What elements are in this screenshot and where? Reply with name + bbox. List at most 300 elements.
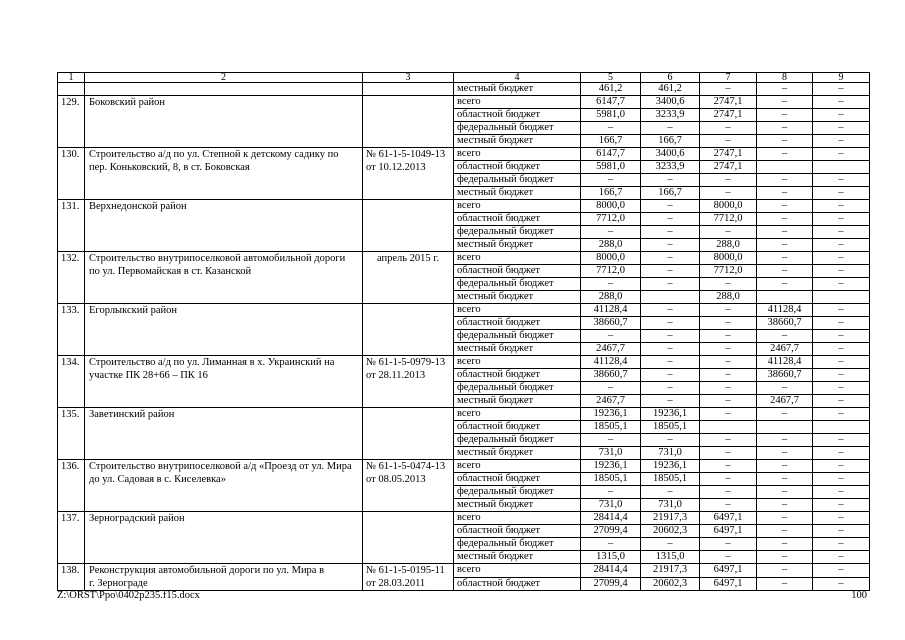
budget-type: областной бюджет [454,421,581,434]
value-cell: 38660,7 [757,317,813,330]
row-name [85,564,363,591]
table-row [58,356,870,369]
value-cell: 3400,6 [641,148,700,161]
value-cell: – [641,122,700,135]
value-cell: – [700,460,757,473]
row-document-line: № 61-1-5-0195-11 [366,565,445,576]
value-cell [813,291,870,304]
value-cell: – [813,356,870,369]
value-cell: – [757,213,813,226]
row-name [85,96,363,148]
value-cell: – [813,83,870,96]
row-name-line: Боковский район [89,97,166,108]
budget-type: местный бюджет [454,135,581,148]
value-cell: – [813,460,870,473]
budget-type: областной бюджет [454,525,581,538]
row-name-line: Зерноградский район [89,513,185,524]
value-cell: 166,7 [581,187,641,200]
value-cell: – [641,265,700,278]
column-number-header: 4 [454,73,581,83]
value-cell: – [813,226,870,239]
value-cell: – [700,369,757,382]
value-cell [813,161,870,174]
value-cell: – [813,512,870,525]
value-cell: – [581,382,641,395]
row-name [85,512,363,564]
table-row [58,460,870,473]
row-name-line: по ул. Первомайская в ст. Казанской [89,266,252,277]
value-cell: – [700,382,757,395]
value-cell: 2747,1 [700,96,757,109]
value-cell [641,291,700,304]
table-body [58,83,870,591]
value-cell: 461,2 [581,83,641,96]
row-name-line: г. Зернограде [89,578,148,589]
row-document-line: от 28.03.2011 [366,578,426,589]
value-cell: – [813,252,870,265]
value-cell: – [581,174,641,187]
row-number: 132. [58,252,85,304]
value-cell: 21917,3 [641,512,700,525]
value-cell: – [757,551,813,564]
row-document-line: от 10.12.2013 [366,162,426,173]
column-number-header: 9 [813,73,870,83]
value-cell: – [700,408,757,421]
value-cell: – [757,122,813,135]
budget-type: местный бюджет [454,187,581,200]
value-cell: – [581,434,641,447]
value-cell: 2467,7 [757,343,813,356]
row-document [363,564,454,591]
value-cell: – [813,135,870,148]
value-cell: – [813,538,870,551]
value-cell: 1315,0 [581,551,641,564]
value-cell: – [813,447,870,460]
value-cell: – [757,577,813,591]
budget-type: областной бюджет [454,473,581,486]
value-cell: – [813,486,870,499]
table-row [58,512,870,525]
value-cell: 7712,0 [581,213,641,226]
budget-type: местный бюджет [454,291,581,304]
value-cell: – [813,122,870,135]
row-name-line: Егорлыкский район [89,305,177,316]
value-cell: 6497,1 [700,525,757,538]
value-cell [813,421,870,434]
row-name-line: Строительство внутрипоселковой автомобильной дороги [89,253,346,264]
value-cell: 7712,0 [581,265,641,278]
row-document [363,304,454,356]
value-cell: – [813,395,870,408]
row-name-line: участке ПК 28+66 – ПК 16 [89,370,208,381]
value-cell: – [641,317,700,330]
value-cell: 288,0 [581,239,641,252]
value-cell: 18505,1 [581,421,641,434]
row-number: 135. [58,408,85,460]
value-cell: 8000,0 [700,252,757,265]
value-cell: – [641,382,700,395]
row-document-line: от 28.11.2013 [366,370,426,381]
budget-type: федеральный бюджет [454,382,581,395]
value-cell: 20602,3 [641,577,700,591]
value-cell: – [581,486,641,499]
budget-type: местный бюджет [454,343,581,356]
table-row [58,96,870,109]
value-cell: – [757,278,813,291]
value-cell: 288,0 [700,239,757,252]
value-cell: – [813,278,870,291]
row-name-line: Верхнедонской район [89,201,187,212]
budget-type: областной бюджет [454,161,581,174]
row-name [85,252,363,304]
value-cell: – [700,343,757,356]
value-cell: 41128,4 [581,304,641,317]
budget-type: областной бюджет [454,213,581,226]
value-cell: – [813,239,870,252]
value-cell: – [581,226,641,239]
budget-type: местный бюджет [454,447,581,460]
value-cell [700,421,757,434]
value-cell [757,291,813,304]
value-cell: – [700,83,757,96]
value-cell: – [813,408,870,421]
budget-type: областной бюджет [454,577,581,591]
budget-type: всего [454,200,581,213]
budget-type: всего [454,148,581,161]
value-cell: – [641,278,700,291]
budget-type: всего [454,304,581,317]
row-name [85,460,363,512]
budget-type: федеральный бюджет [454,122,581,135]
value-cell: 3233,9 [641,109,700,122]
row-name-line: пер. Коньковский, 8, в ст. Боковская [89,162,250,173]
value-cell: – [641,356,700,369]
value-cell: – [757,473,813,486]
value-cell: 7712,0 [700,265,757,278]
value-cell: 2747,1 [700,148,757,161]
value-cell: – [757,408,813,421]
value-cell: – [813,525,870,538]
column-number-header: 6 [641,73,700,83]
value-cell: 2467,7 [757,395,813,408]
row-document [363,356,454,408]
row-number: 131. [58,200,85,252]
budget-type: местный бюджет [454,83,581,96]
budget-type: федеральный бюджет [454,434,581,447]
value-cell: 1315,0 [641,551,700,564]
value-cell: – [641,538,700,551]
row-document-line: № 61-1-5-1049-13 [366,149,446,160]
value-cell: – [700,473,757,486]
column-number-header: 3 [363,73,454,83]
value-cell: 6147,7 [581,96,641,109]
value-cell: – [813,577,870,591]
value-cell: – [757,200,813,213]
value-cell: – [581,278,641,291]
value-cell: – [813,564,870,578]
value-cell: 3400,6 [641,96,700,109]
value-cell: – [757,174,813,187]
budget-type: областной бюджет [454,265,581,278]
budget-type: федеральный бюджет [454,226,581,239]
table-row [58,83,870,96]
value-cell: – [700,395,757,408]
value-cell: – [757,148,813,161]
value-cell: – [700,122,757,135]
value-cell: 18505,1 [641,473,700,486]
value-cell: – [757,486,813,499]
value-cell: 461,2 [641,83,700,96]
table-row [58,408,870,421]
row-number: 137. [58,512,85,564]
value-cell: – [700,486,757,499]
value-cell: 18505,1 [641,421,700,434]
value-cell: – [700,304,757,317]
value-cell: – [641,226,700,239]
value-cell: – [700,499,757,512]
row-number: 136. [58,460,85,512]
value-cell: 8000,0 [581,200,641,213]
value-cell: 20602,3 [641,525,700,538]
value-cell: – [813,343,870,356]
row-document-line: № 61-1-5-0474-13 [366,461,446,472]
value-cell: – [641,343,700,356]
value-cell: – [700,447,757,460]
value-cell: 166,7 [581,135,641,148]
value-cell: – [757,252,813,265]
row-document-line: от 08.05.2013 [366,474,426,485]
value-cell [757,161,813,174]
value-cell: 21917,3 [641,564,700,578]
value-cell: – [757,564,813,578]
budget-type: федеральный бюджет [454,278,581,291]
value-cell [757,421,813,434]
value-cell: 8000,0 [581,252,641,265]
budget-type: федеральный бюджет [454,330,581,343]
value-cell: 28414,4 [581,564,641,578]
value-cell: – [641,200,700,213]
value-cell: – [757,499,813,512]
budget-table [57,72,870,591]
value-cell: – [700,356,757,369]
budget-type: всего [454,512,581,525]
value-cell: 731,0 [581,499,641,512]
row-name-line: Реконструкция автомобильной дороги по ул. Мира в [89,565,325,576]
value-cell: – [757,382,813,395]
row-name [85,200,363,252]
page-number: 100 [851,590,867,601]
value-cell: 166,7 [641,135,700,148]
value-cell: 7712,0 [700,213,757,226]
value-cell: – [757,434,813,447]
row-document [363,200,454,252]
value-cell: 166,7 [641,187,700,200]
budget-type: федеральный бюджет [454,174,581,187]
value-cell: 28414,4 [581,512,641,525]
value-cell: – [700,330,757,343]
table-row [58,148,870,161]
value-cell: – [813,213,870,226]
row-name [85,408,363,460]
column-number-header: 5 [581,73,641,83]
row-document [363,148,454,200]
value-cell: – [757,265,813,278]
value-cell: – [757,447,813,460]
value-cell: 2747,1 [700,109,757,122]
row-name [85,304,363,356]
row-number: 129. [58,96,85,148]
value-cell: – [757,239,813,252]
value-cell: – [757,525,813,538]
value-cell: 19236,1 [581,460,641,473]
value-cell: 731,0 [641,499,700,512]
value-cell: 19236,1 [641,408,700,421]
value-cell: 731,0 [641,447,700,460]
value-cell: – [700,226,757,239]
value-cell: – [757,226,813,239]
table-row [58,564,870,578]
row-number: 130. [58,148,85,200]
row-document [363,83,454,96]
row-number: 134. [58,356,85,408]
value-cell: 3233,9 [641,161,700,174]
table-header [58,73,870,83]
value-cell: – [813,96,870,109]
value-cell: – [641,304,700,317]
table-row [58,200,870,213]
value-cell: 6497,1 [700,577,757,591]
value-cell: – [641,239,700,252]
value-cell: – [757,187,813,200]
row-name-line: Заветинский район [89,409,175,420]
value-cell: 19236,1 [641,460,700,473]
value-cell: 41128,4 [581,356,641,369]
value-cell: – [700,551,757,564]
value-cell: 2467,7 [581,395,641,408]
row-name-line: Строительство а/д по ул. Лиманная в х. Украинский на [89,357,335,368]
value-cell: – [757,96,813,109]
value-cell: – [700,317,757,330]
value-cell: – [757,538,813,551]
value-cell: 19236,1 [581,408,641,421]
value-cell: – [641,252,700,265]
value-cell: – [813,434,870,447]
value-cell: – [757,109,813,122]
row-name-line: до ул. Садовая в с. Киселевка» [89,474,226,485]
row-document-line: апрель 2015 г. [376,253,440,264]
budget-type: федеральный бюджет [454,486,581,499]
column-number-header: 1 [58,73,85,83]
value-cell: – [641,330,700,343]
column-number-header: 8 [757,73,813,83]
value-cell: 731,0 [581,447,641,460]
value-cell: – [581,330,641,343]
value-cell: 8000,0 [700,200,757,213]
row-document [363,460,454,512]
value-cell: – [757,512,813,525]
budget-type: местный бюджет [454,499,581,512]
budget-type: всего [454,356,581,369]
row-name [85,83,363,96]
value-cell: – [813,551,870,564]
column-number-header: 7 [700,73,757,83]
row-document [363,96,454,148]
value-cell: – [700,135,757,148]
value-cell: 288,0 [581,291,641,304]
row-name-line: Строительство внутрипоселковой а/д «Проезд от ул. Мира [89,461,352,472]
value-cell: – [813,109,870,122]
value-cell: – [813,200,870,213]
row-number: 138. [58,564,85,591]
column-number-header: 2 [85,73,363,83]
value-cell: – [581,122,641,135]
value-cell: 27099,4 [581,525,641,538]
value-cell: – [641,486,700,499]
value-cell: – [813,174,870,187]
budget-type: областной бюджет [454,317,581,330]
value-cell: – [641,369,700,382]
value-cell: – [641,213,700,226]
row-document-line: № 61-1-5-0979-13 [366,357,446,368]
value-cell: – [813,369,870,382]
value-cell: 38660,7 [757,369,813,382]
value-cell: – [641,174,700,187]
value-cell: 41128,4 [757,356,813,369]
table-row [58,252,870,265]
value-cell: – [700,278,757,291]
row-number: 133. [58,304,85,356]
budget-type: местный бюджет [454,395,581,408]
value-cell: 6497,1 [700,512,757,525]
budget-type: областной бюджет [454,109,581,122]
value-cell: – [700,434,757,447]
value-cell: – [641,395,700,408]
value-cell: – [757,83,813,96]
budget-type: областной бюджет [454,369,581,382]
value-cell: – [641,434,700,447]
footer-file-path: Z:\ORST\Ppo\0402p235.f15.docx [57,590,200,601]
budget-type: федеральный бюджет [454,538,581,551]
value-cell: – [700,174,757,187]
budget-type: всего [454,252,581,265]
value-cell: – [757,460,813,473]
value-cell: – [813,382,870,395]
budget-type: всего [454,408,581,421]
value-cell: – [700,538,757,551]
budget-type: всего [454,460,581,473]
budget-type: всего [454,96,581,109]
row-name-line: Строительство а/д по ул. Степной к детскому садику по [89,149,339,160]
value-cell: 5981,0 [581,109,641,122]
value-cell: 2467,7 [581,343,641,356]
value-cell: – [813,473,870,486]
value-cell: – [813,148,870,161]
budget-type: всего [454,564,581,578]
value-cell: 38660,7 [581,317,641,330]
value-cell: 5981,0 [581,161,641,174]
row-document [363,408,454,460]
row-name [85,356,363,408]
value-cell: 2747,1 [700,161,757,174]
row-number [58,83,85,96]
value-cell: 27099,4 [581,577,641,591]
value-cell: 6147,7 [581,148,641,161]
value-cell: 41128,4 [757,304,813,317]
value-cell: – [813,265,870,278]
value-cell: – [757,330,813,343]
value-cell: – [813,330,870,343]
budget-type: местный бюджет [454,551,581,564]
